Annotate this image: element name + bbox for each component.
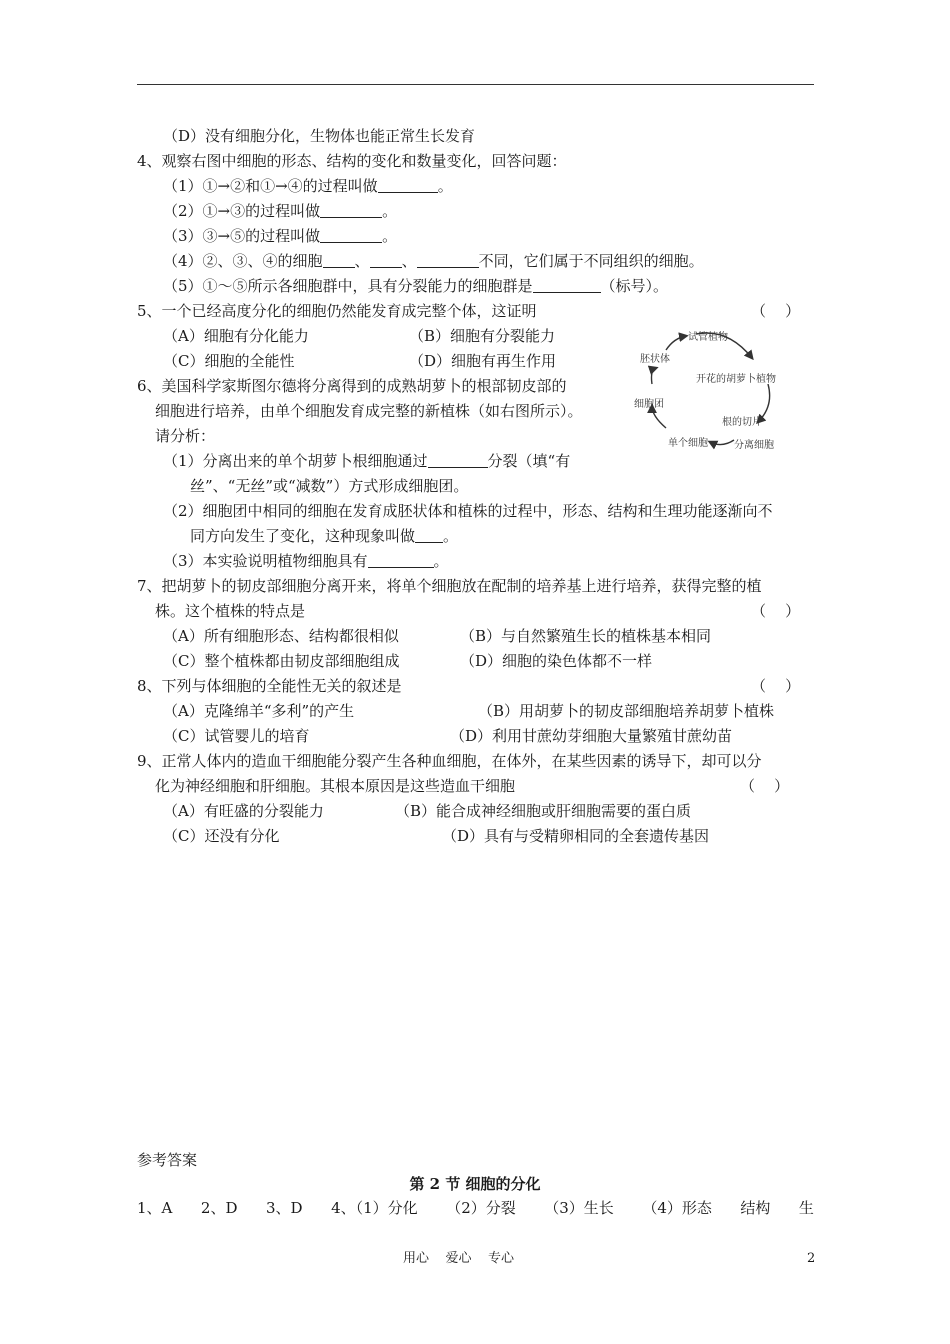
q9-stem-line1: 9、正常人体内的造血干细胞能分裂产生各种血细胞，在体外，在某些因素的诱导下，却可以分: [137, 752, 762, 770]
q5-option-b: （B）细胞有分裂能力: [409, 327, 556, 345]
cycle-arrow: [652, 368, 657, 384]
answer-item: 4、（1）分化: [331, 1199, 418, 1217]
page-number: 2: [807, 1251, 816, 1266]
q4-stem: 4、观察右图中细胞的形态、结构的变化和数量变化，回答问题：: [137, 152, 567, 170]
q4-sub1: （1）①→②和①→④的过程叫做 。: [163, 177, 453, 195]
q4-sub5: （5）①～⑤所示各细胞群中，具有分裂能力的细胞群是 （标号）。: [163, 277, 669, 295]
q6-sub2: （2）细胞团中相同的细胞在发育成胚状体和植株的过程中，形态、结构和生理功能逐渐向不: [163, 502, 773, 520]
q6-sub1-cont: 丝”、“无丝”或“减数”）方式形成细胞团。: [190, 477, 469, 495]
q4-sub2: （2）①→③的过程叫做 。: [163, 202, 398, 220]
answer-blank: [417, 252, 479, 268]
q5-option-a: （A）细胞有分化能力: [163, 327, 309, 345]
answer-item: 1、A: [137, 1199, 173, 1217]
answer-item: （3）生长: [544, 1199, 614, 1217]
q8-stem: 8、下列与体细胞的全能性无关的叙述是: [137, 677, 402, 695]
answer-blank: [415, 527, 443, 543]
answer-blank: [533, 277, 601, 293]
q9-option-b: （B）能合成神经细胞或肝细胞需要的蛋白质: [395, 802, 692, 820]
q7-stem-line1: 7、把胡萝卜的韧皮部细胞分离开来，将单个细胞放在配制的培养基上进行培养，获得完整的植: [137, 577, 762, 595]
q9-option-c: （C）还没有分化: [163, 827, 280, 845]
q8-option-a: （A）克隆绵羊“多利”的产生: [163, 702, 355, 720]
q9-answer-paren: （ ）: [740, 777, 790, 795]
q3-option-d: （D）没有细胞分化，生物体也能正常生长发育: [163, 127, 476, 145]
answer-blank: [323, 252, 355, 268]
answer-blank: [370, 252, 402, 268]
cycle-arrow: [666, 336, 686, 350]
node-flowering-carrot: 开花的胡萝卜植物: [696, 374, 776, 385]
q8-answer-paren: （ ）: [751, 677, 801, 695]
q9-option-a: （A）有旺盛的分裂能力: [163, 802, 324, 820]
q5-answer-paren: （ ）: [751, 302, 801, 320]
answer-item: 结构: [740, 1199, 771, 1217]
answer-blank: [378, 177, 438, 193]
node-separated-cells: 分离细胞: [734, 440, 774, 451]
answer-item: 2、D: [200, 1199, 238, 1217]
page-footer: 用心 爱心 专心: [403, 1251, 515, 1266]
q7-option-a: （A）所有细胞形态、结构都很相似: [163, 627, 399, 645]
q6-stem-line1: 6、美国科学家斯图尔德将分离得到的成熟胡萝卜的根部韧皮部的: [137, 377, 567, 395]
q5-option-d: （D）细胞有再生作用: [409, 352, 557, 370]
q4-sub4: （4）②、③、④的细胞 、 、 不同，它们属于不同组织的细胞。: [163, 252, 704, 270]
q4-sub3: （3）③→⑤的过程叫做 。: [163, 227, 398, 245]
answer-item: 3、D: [266, 1199, 303, 1217]
q6-sub1: （1）分离出来的单个胡萝卜根细胞通过 分裂（填“有: [163, 452, 571, 470]
node-single-cell: 单个细胞: [668, 438, 708, 449]
q6-sub2-cont: 同方向发生了变化，这种现象叫做 。: [190, 527, 459, 545]
q7-answer-paren: （ ）: [751, 602, 801, 620]
answer-item: （4）形态: [642, 1199, 712, 1217]
answer-blank: [320, 202, 382, 218]
answers-heading: 参考答案: [137, 1151, 198, 1169]
answer-blank: [320, 227, 382, 243]
answer-item: 生: [798, 1199, 814, 1217]
answers-row: [137, 1198, 814, 1218]
answer-blank: [368, 552, 434, 568]
q9-stem-line2: 化为神经细胞和肝细胞。其根本原因是这些造血干细胞: [155, 777, 516, 795]
node-test-tube-plant: 试管植物: [688, 332, 728, 343]
q7-stem-line2: 株。这个植株的特点是: [155, 602, 306, 620]
q8-option-b: （B）用胡萝卜的韧皮部细胞培养胡萝卜植株: [478, 702, 775, 720]
q8-option-d: （D）利用甘蔗幼芽细胞大量繁殖甘蔗幼苗: [450, 727, 733, 745]
carrot-culture-cycle-diagram: [630, 322, 800, 458]
q5-option-c: （C）细胞的全能性: [163, 352, 295, 370]
node-embryoid: 胚状体: [640, 354, 670, 365]
node-cell-mass: 细胞团: [634, 399, 664, 410]
q6-stem-line3: 请分析：: [155, 427, 216, 445]
q6-stem-line2: 细胞进行培养，由单个细胞发育成完整的新植株（如右图所示）。: [155, 402, 583, 420]
node-root-slice: 根的切片: [722, 417, 762, 428]
answer-blank: [428, 452, 488, 468]
header-rule: [137, 84, 814, 85]
q7-option-c: （C）整个植株都由韧皮部细胞组成: [163, 652, 400, 670]
q7-option-b: （B）与自然繁殖生长的植株基本相同: [460, 627, 712, 645]
q8-option-c: （C）试管婴儿的培育: [163, 727, 310, 745]
q7-option-d: （D）细胞的染色体都不一样: [460, 652, 653, 670]
q6-sub3: （3）本实验说明植物细胞具有 。: [163, 552, 449, 570]
answers-section-title: 第 2 节 细胞的分化: [409, 1175, 541, 1193]
q5-stem: 5、一个已经高度分化的细胞仍然能发育成完整个体，这证明: [137, 302, 537, 320]
answer-item: （2）分裂: [446, 1199, 516, 1217]
cycle-arrow: [710, 440, 734, 445]
q9-option-d: （D）具有与受精卵相同的全套遗传基因: [442, 827, 710, 845]
